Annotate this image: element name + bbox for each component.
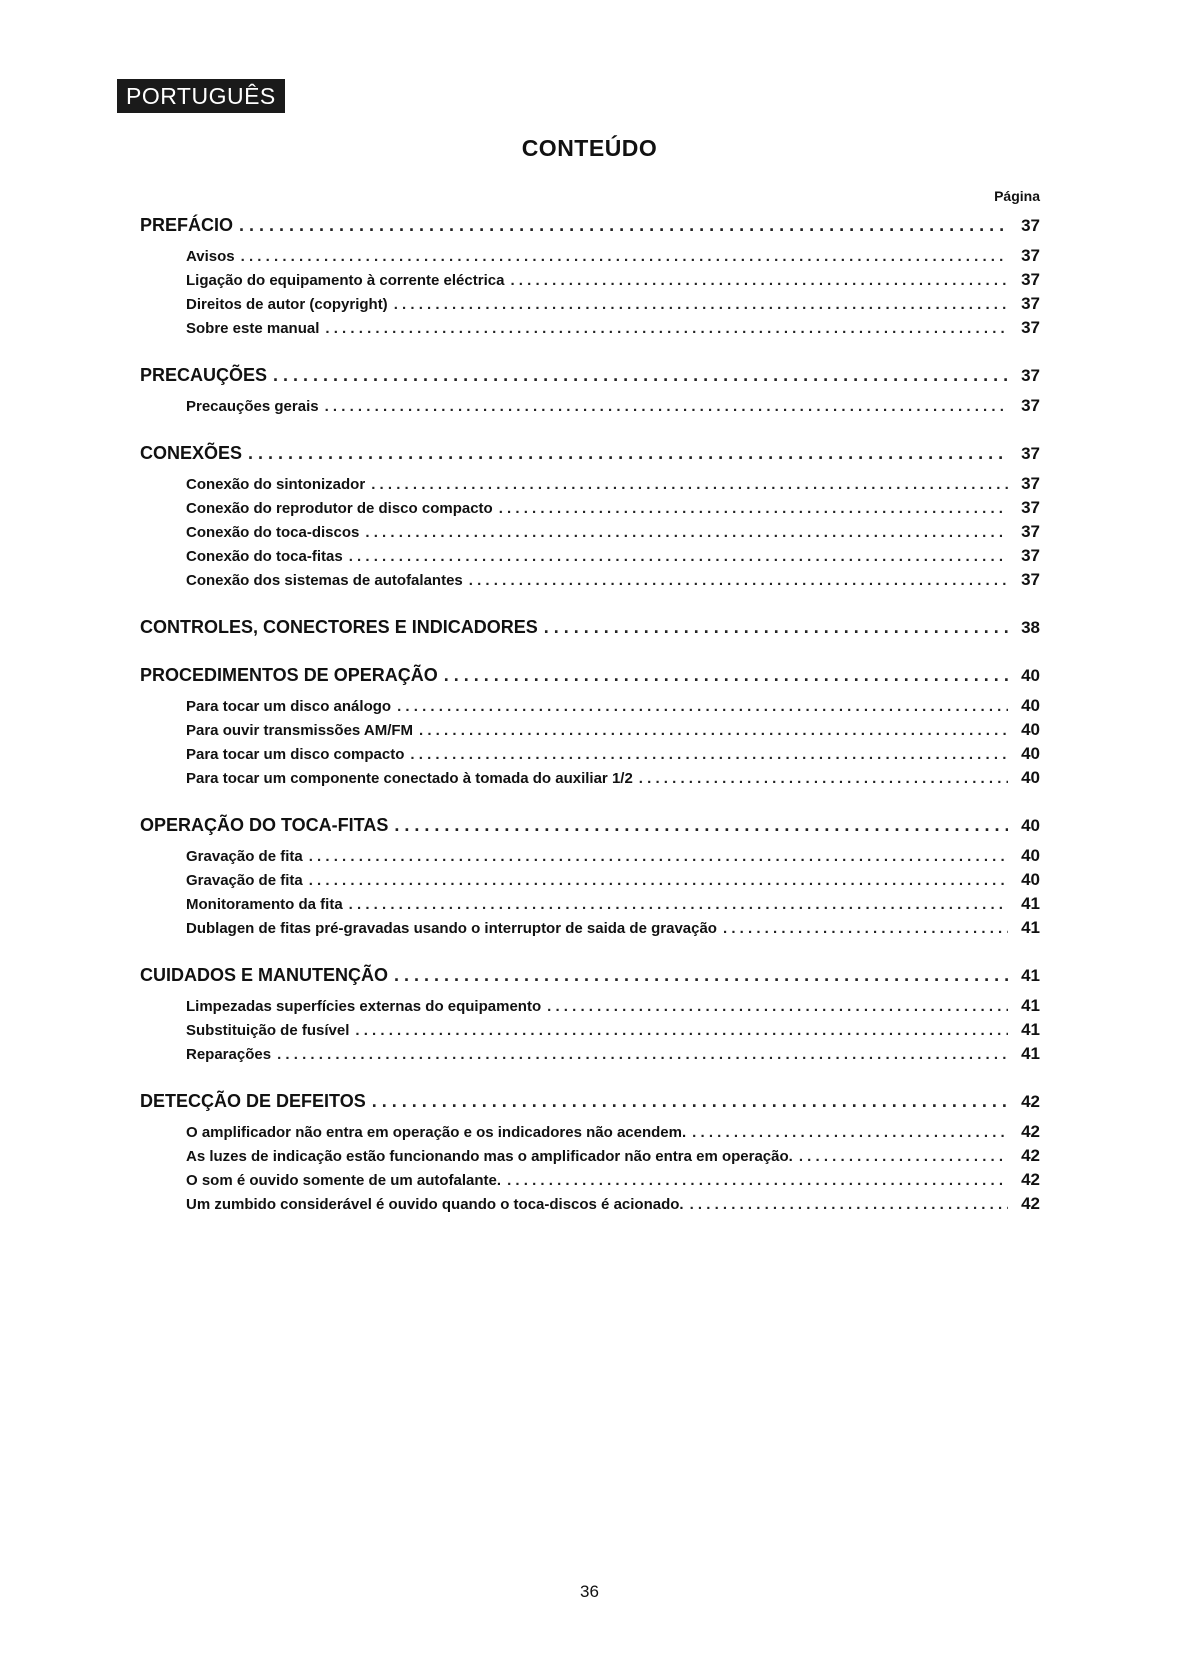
toc-section [140,440,1040,592]
toc-entry-page: 41 [1021,894,1040,913]
toc-entry [140,496,1040,520]
table-of-contents [140,212,1040,1238]
leader-dots [690,1193,1008,1216]
leader-dots [349,893,1008,916]
toc-entry [140,1144,1040,1168]
toc-entry-title: Conexão do reprodutor de disco compacto [186,500,493,517]
toc-entry-page: 41 [1021,918,1040,937]
leader-dots [248,440,1008,466]
toc-entry [140,1192,1040,1216]
toc-entry-title: Um zumbido considerável é ouvido quando o toca-discos é acionado. [186,1196,684,1213]
toc-entry-title: Conexão do sintonizador [186,476,366,493]
toc-section [140,362,1040,418]
leader-dots [239,212,1008,238]
leader-dots [365,521,1008,544]
toc-section-heading [140,662,1040,688]
toc-section-heading [140,440,1040,466]
leader-dots [309,845,1008,868]
toc-section [140,662,1040,790]
toc-entry-page: 42 [1021,1170,1040,1189]
toc-entry [140,868,1040,892]
toc-entry-page: 42 [1021,1194,1040,1213]
toc-entry-title: Gravação de fita [186,872,303,889]
toc-entry-title: Substituição de fusível [186,1022,350,1039]
toc-section-page: 41 [1021,966,1040,985]
leader-dots [692,1121,1008,1144]
toc-section-page: 38 [1021,618,1040,637]
toc-entry-title: Ligação do equipamento à corrente eléctrica [186,272,505,289]
toc-entry-page: 37 [1021,396,1040,415]
toc-entry [140,1120,1040,1144]
toc-entry-page: 37 [1021,546,1040,565]
toc-section-heading [140,614,1040,640]
leader-dots [499,497,1008,520]
toc-entry [140,520,1040,544]
toc-entry [140,472,1040,496]
toc-entry [140,394,1040,418]
toc-section [140,962,1040,1066]
toc-entry-title: Dublagen de fitas pré-gravadas usando o interruptor de saida de gravação [186,920,717,937]
toc-entry-page: 41 [1021,1020,1040,1039]
leader-dots [325,317,1008,340]
toc-entry [140,766,1040,790]
toc-entry-page: 37 [1021,474,1040,493]
toc-entry [140,292,1040,316]
toc-entry-page: 40 [1021,696,1040,715]
toc-section-heading [140,812,1040,838]
leader-dots [547,995,1008,1018]
toc-entry [140,544,1040,568]
leader-dots [277,1043,1008,1066]
toc-section-title: CUIDADOS E MANUTENÇÃO [140,965,389,985]
toc-section-page: 40 [1021,666,1040,685]
toc-section-title: PROCEDIMENTOS DE OPERAÇÃO [140,665,438,685]
page-number: 36 [580,1582,599,1601]
toc-section-title: CONEXÕES [140,443,243,463]
toc-entry-page: 40 [1021,768,1040,787]
leader-dots [799,1145,1008,1168]
toc-entry [140,916,1040,940]
toc-entry-title: O amplificador não entra em operação e os indicadores não acendem. [186,1124,687,1141]
toc-entry [140,718,1040,742]
toc-entry-title: As luzes de indicação estão funcionando mas o amplificador não entra em operação. [186,1148,793,1165]
leader-dots [309,869,1008,892]
toc-entry-title: Reparações [186,1046,272,1063]
toc-entry-page: 40 [1021,720,1040,739]
toc-section [140,212,1040,340]
toc-entry [140,244,1040,268]
toc-section-heading [140,962,1040,988]
leader-dots [419,719,1008,742]
toc-section-title: CONTROLES, CONECTORES E INDICADORES [140,617,538,637]
leader-dots [371,473,1008,496]
leader-dots [510,269,1008,292]
leader-dots [469,569,1008,592]
leader-dots [397,695,1008,718]
toc-entry-page: 40 [1021,846,1040,865]
toc-section-title: OPERAÇÃO DO TOCA-FITAS [140,815,389,835]
toc-section-title: DETECÇÃO DE DEFEITOS [140,1091,366,1111]
toc-entry-title: O som é ouvido somente de um autofalante. [186,1172,502,1189]
toc-entry [140,742,1040,766]
toc-entry-title: Limpezadas superfícies externas do equipamento [186,998,542,1015]
toc-entry-page: 42 [1021,1122,1040,1141]
toc-entry [140,844,1040,868]
leader-dots [394,293,1008,316]
leader-dots [394,812,1008,838]
toc-entry-title: Sobre este manual [186,320,320,337]
leader-dots [349,545,1008,568]
page-column-label: Página [994,188,1040,204]
toc-entry-title: Conexão do toca-fitas [186,548,343,565]
toc-section [140,614,1040,640]
toc-section-page: 37 [1021,444,1040,463]
toc-section-heading [140,1088,1040,1114]
toc-entry [140,1018,1040,1042]
toc-entry-title: Direitos de autor (copyright) [186,296,388,313]
toc-entry-page: 37 [1021,522,1040,541]
toc-entry-page: 41 [1021,1044,1040,1063]
toc-entry [140,316,1040,340]
toc-entry-title: Para tocar um componente conectado à tomada do auxiliar 1/2 [186,770,633,787]
toc-entry-page: 40 [1021,870,1040,889]
leader-dots [544,614,1008,640]
toc-section-page: 42 [1021,1092,1040,1111]
leader-dots [273,362,1008,388]
leader-dots [372,1088,1008,1114]
toc-entry [140,268,1040,292]
toc-entry [140,994,1040,1018]
leader-dots [355,1019,1008,1042]
toc-section-page: 40 [1021,816,1040,835]
leader-dots [639,767,1008,790]
toc-entry-page: 37 [1021,318,1040,337]
toc-entry [140,1168,1040,1192]
toc-entry [140,1042,1040,1066]
toc-entry [140,568,1040,592]
toc-section-page: 37 [1021,216,1040,235]
toc-entry-page: 37 [1021,270,1040,289]
leader-dots [394,962,1008,988]
toc-entry-title: Gravação de fita [186,848,303,865]
toc-entry-page: 42 [1021,1146,1040,1165]
toc-entry-page: 40 [1021,744,1040,763]
toc-entry-page: 37 [1021,246,1040,265]
toc-section-heading [140,362,1040,388]
page-title: CONTEÚDO [521,135,658,161]
toc-entry-title: Para tocar um disco análogo [186,698,392,715]
toc-section-title: PRECAUÇÕES [140,365,268,385]
toc-entry-title: Avisos [186,248,235,265]
leader-dots [507,1169,1008,1192]
toc-section-heading [140,212,1040,238]
toc-section [140,1088,1040,1216]
toc-entry-title: Monitoramento da fita [186,896,343,913]
toc-entry-page: 37 [1021,498,1040,517]
toc-entry-title: Conexão dos sistemas de autofalantes [186,572,463,589]
toc-entry-page: 37 [1021,570,1040,589]
toc-section-page: 37 [1021,366,1040,385]
leader-dots [444,662,1008,688]
toc-entry [140,694,1040,718]
toc-entry-page: 41 [1021,996,1040,1015]
toc-entry-title: Precauções gerais [186,398,319,415]
toc-entry [140,892,1040,916]
language-tag: PORTUGUÊS [117,79,285,113]
toc-entry-title: Conexão do toca-discos [186,524,360,541]
leader-dots [723,917,1008,940]
toc-entry-title: Para ouvir transmissões AM/FM [186,722,414,739]
toc-section-title: PREFÁCIO [140,215,234,235]
leader-dots [410,743,1008,766]
leader-dots [241,245,1008,268]
leader-dots [325,395,1008,418]
toc-section [140,812,1040,940]
toc-entry-title: Para tocar um disco compacto [186,746,405,763]
toc-entry-page: 37 [1021,294,1040,313]
